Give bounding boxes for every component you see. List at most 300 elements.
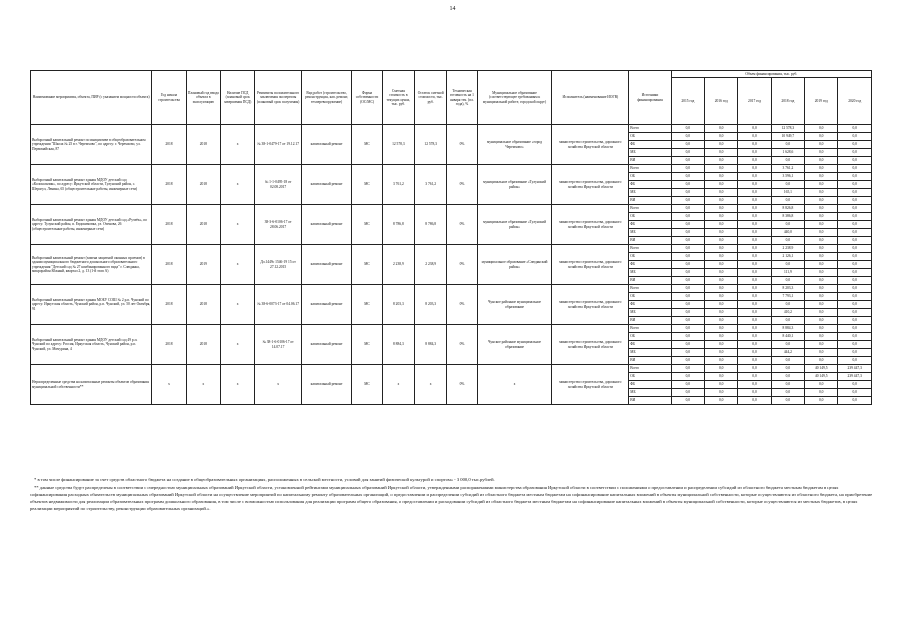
object-name: Выборочный капитальный ремонт здания МДОУ детский сад «Колокольчик», по адресу: Иркутской области, Тулунский район, с. Шерагул, Ленина, 65 (общестроительные работы, инженерные сети)	[31, 165, 152, 205]
start-year: 2018	[152, 285, 186, 325]
work-type: капитальный ремонт	[301, 125, 352, 165]
funding-value: 0,0	[838, 157, 872, 165]
funding-value: 0,0	[738, 229, 771, 237]
funding-value: 0,0	[838, 245, 872, 253]
funding-value: 0,0	[738, 277, 771, 285]
expert-cell: № 38-1-0479-17 от 19.12.17	[255, 125, 301, 165]
funding-value: 0,0	[671, 261, 704, 269]
funding-value: 0,0	[838, 173, 872, 181]
municipality: муниципальное образование «город Черемхово»	[477, 125, 552, 165]
start-year: 2018	[152, 325, 186, 365]
executor: министерство строительства, дорожного хозяйства Иркутской области	[552, 245, 629, 285]
funding-value: 0,0	[705, 357, 738, 365]
municipality: муниципальное образование «Тулунский район»	[477, 205, 552, 245]
funding-value: 0,0	[671, 285, 704, 293]
funding-value: 0,0	[805, 237, 838, 245]
funding-value: 0,0	[738, 221, 771, 229]
funding-value: 0,0	[805, 141, 838, 149]
funding-value: 0,0	[671, 325, 704, 333]
table-body	[31, 125, 872, 405]
funding-value: 0,0	[805, 397, 838, 405]
funding-source: МБ	[629, 149, 671, 157]
expert-cell: х	[255, 365, 301, 405]
psd-cell: х	[221, 245, 255, 285]
ownership: МС	[352, 245, 382, 285]
funding-value: 0,0	[838, 237, 872, 245]
funding-value: 0,0	[805, 325, 838, 333]
funding-value: 0,0	[671, 149, 704, 157]
object-name: Выборочный капитальный ремонт (замена защитной оконных проемов) в здании муниципального бюджетного дошкольного образовательного учреждения "Детский сад № 27 комбинированного вида" г. Слюдянка, микрорайон Южный, квартал 2, д. 13 (1-й этап А)	[31, 245, 152, 285]
work-type: капитальный ремонт	[301, 285, 352, 325]
end-year: 2019	[186, 245, 220, 285]
cost: 8 786,8	[382, 205, 414, 245]
funding-value: 0,0	[805, 173, 838, 181]
funding-value: 0,0	[838, 205, 872, 213]
funding-value: 8 386,8	[771, 213, 804, 221]
funding-value: 0,0	[671, 333, 704, 341]
funding-value: 0,0	[838, 261, 872, 269]
funding-source: Всего	[629, 365, 671, 373]
funding-value: 0,0	[671, 197, 704, 205]
remain: 12 578,3	[415, 125, 447, 165]
readiness: 0%	[447, 205, 477, 245]
funding-value: 0,0	[705, 141, 738, 149]
funding-value: 0,0	[838, 341, 872, 349]
funding-value: 0,0	[738, 349, 771, 357]
funding-value: 0,0	[805, 133, 838, 141]
funding-value: 0,0	[771, 341, 804, 349]
funding-source: ФБ	[629, 261, 671, 269]
funding-value: 0,0	[705, 373, 738, 381]
funding-value: 0,0	[838, 285, 872, 293]
executor: министерство строительства, дорожного хозяйства Иркутской области	[552, 125, 629, 165]
funding-value: 0,0	[738, 213, 771, 221]
remain: х	[415, 365, 447, 405]
funding-value: 0,0	[771, 397, 804, 405]
funding-value: 0,0	[671, 253, 704, 261]
funding-value: 0,0	[738, 125, 771, 133]
funding-value: 0,0	[738, 341, 771, 349]
funding-value: 0,0	[671, 181, 704, 189]
funding-value: 0,0	[838, 213, 872, 221]
table-row	[31, 205, 872, 213]
funding-value: 10 949,7	[771, 133, 804, 141]
psd-cell: х	[221, 205, 255, 245]
funding-value: 0,0	[671, 125, 704, 133]
funding-value: 0,0	[705, 293, 738, 301]
funding-value: 0,0	[738, 373, 771, 381]
work-type: капитальный ремонт	[301, 165, 352, 205]
funding-value: 0,0	[671, 221, 704, 229]
header-expert: Реквизиты положительного заключения экспертизы (плановый срок получения)	[255, 71, 301, 125]
ownership: МС	[352, 285, 382, 325]
funding-value: 0,0	[705, 309, 738, 317]
funding-value: 0,0	[738, 245, 771, 253]
table-row	[31, 125, 872, 133]
funding-value: 0,0	[671, 293, 704, 301]
funding-source: ВИ	[629, 397, 671, 405]
funding-value: 0,0	[705, 197, 738, 205]
funding-value: 0,0	[705, 181, 738, 189]
funding-source: ОБ	[629, 293, 671, 301]
funding-value: 0,0	[771, 317, 804, 325]
funding-source: ФБ	[629, 301, 671, 309]
funding-value: 0,0	[671, 157, 704, 165]
funding-value: 0,0	[738, 253, 771, 261]
funding-value: 0,0	[738, 301, 771, 309]
executor: министерство строительства, дорожного хозяйства Иркутской области	[552, 365, 629, 405]
funding-value: 0,0	[671, 301, 704, 309]
funding-value: 0,0	[805, 277, 838, 285]
header-year: 2018 год	[771, 78, 804, 125]
cost: 2 238,9	[382, 245, 414, 285]
expert-cell: Дл.1449с 1546-19 15 от 27.12.2015	[255, 245, 301, 285]
cost: х	[382, 365, 414, 405]
funding-value: 0,0	[805, 189, 838, 197]
funding-value: 0,0	[838, 293, 872, 301]
start-year: 2018	[152, 125, 186, 165]
funding-value: 0,0	[838, 333, 872, 341]
funding-value: 0,0	[838, 269, 872, 277]
funding-value: 0,0	[671, 133, 704, 141]
funding-source: ФБ	[629, 221, 671, 229]
header-year: 2016 год	[705, 78, 738, 125]
funding-value: 0,0	[705, 397, 738, 405]
psd-cell: х	[221, 285, 255, 325]
funding-value: 0,0	[671, 269, 704, 277]
funding-value: 0,0	[705, 365, 738, 373]
funding-value: 0,0	[738, 237, 771, 245]
funding-value: 0,0	[705, 341, 738, 349]
funding-value: 0,0	[705, 381, 738, 389]
funding-value: 0,0	[805, 301, 838, 309]
header-cost: Сметная стоимость в текущих ценах, тыс. руб.	[382, 71, 414, 125]
funding-value: 0,0	[838, 149, 872, 157]
cost: 8 203,3	[382, 285, 414, 325]
footnotes	[30, 476, 875, 513]
funding-value: 0,0	[738, 165, 771, 173]
funding-value: 0,0	[771, 373, 804, 381]
cost: 12 578,3	[382, 125, 414, 165]
funding-value: 0,0	[671, 381, 704, 389]
funding-value: 0,0	[805, 309, 838, 317]
funding-source: ВИ	[629, 277, 671, 285]
readiness: 0%	[447, 325, 477, 365]
funding-value: 0,0	[838, 317, 872, 325]
funding-value: 0,0	[805, 261, 838, 269]
funding-value: 0,0	[738, 205, 771, 213]
funding-value: 0,0	[671, 317, 704, 325]
header-remain: Остаток сметной стоимости, тыс. руб.	[415, 71, 447, 125]
funding-value: 0,0	[738, 157, 771, 165]
object-name: Выборочный капитальный ремонт по инициативе в общеобразовательном учреждении "Школа № 25 в г. Черемхово", по адресу: г. Черемхово, ул. Первомайская, 87	[31, 125, 152, 165]
start-year: 2018	[152, 205, 186, 245]
readiness: 0%	[447, 245, 477, 285]
funding-value: 0,0	[705, 133, 738, 141]
remain: 8 203,3	[415, 285, 447, 325]
funding-value: 0,0	[771, 389, 804, 397]
work-type: капитальный ремонт	[301, 365, 352, 405]
header-funding: Объем финансирования, тыс. руб.	[671, 71, 871, 78]
funding-value: 0,0	[805, 245, 838, 253]
cost: 8 884,3	[382, 325, 414, 365]
funding-value: 0,0	[705, 389, 738, 397]
psd-cell: х	[221, 325, 255, 365]
funding-source: МБ	[629, 349, 671, 357]
funding-value: 0,0	[738, 269, 771, 277]
funding-source: ФБ	[629, 181, 671, 189]
funding-value: 0,0	[805, 149, 838, 157]
funding-value: 0,0	[771, 261, 804, 269]
funding-value: 0,0	[738, 381, 771, 389]
funding-value: 0,0	[805, 349, 838, 357]
funding-value: 0,0	[838, 253, 872, 261]
funding-value: 0,0	[671, 341, 704, 349]
funding-value: 0,0	[738, 261, 771, 269]
funding-value: 0,0	[738, 149, 771, 157]
funding-value: 0,0	[805, 317, 838, 325]
funding-value: 0,0	[771, 357, 804, 365]
funding-value: 0,0	[838, 133, 872, 141]
funding-source: ВИ	[629, 357, 671, 365]
municipality: муниципальное образование «Слюдянский район»	[477, 245, 552, 285]
funding-value: 0,0	[705, 213, 738, 221]
funding-value: 0,0	[705, 165, 738, 173]
funding-value: 0,0	[738, 317, 771, 325]
footnote: * в том числе финансирование за счет средств областного бюджета на создание в общеобразовательных организациях, расположенных в сельской местности, условий для занятий физической культурой и спортом» - 3 000,0 тыс.рублей.	[34, 477, 495, 482]
funding-source: Всего	[629, 325, 671, 333]
funding-value: 0,0	[805, 293, 838, 301]
funding-value: 0,0	[738, 173, 771, 181]
funding-value: 0,0	[738, 357, 771, 365]
funding-value: 0,0	[805, 229, 838, 237]
funding-value: 0,0	[705, 325, 738, 333]
header-year: 2015 год	[671, 78, 704, 125]
funding-value: 0,0	[738, 325, 771, 333]
header-executor: Исполнитель (наименование ИОГВ)	[552, 71, 629, 125]
funding-value: 0,0	[838, 229, 872, 237]
funding-value: 3 761,2	[771, 165, 804, 173]
table-row	[31, 325, 872, 333]
funding-value: 0,0	[671, 373, 704, 381]
psd-cell: х	[221, 125, 255, 165]
funding-value: 0,0	[738, 309, 771, 317]
funding-table	[30, 70, 872, 405]
municipality: х	[477, 365, 552, 405]
funding-value: 0,0	[805, 213, 838, 221]
funding-value: 0,0	[671, 229, 704, 237]
funding-value: 0,0	[705, 261, 738, 269]
end-year: 2018	[186, 165, 220, 205]
funding-value: 0,0	[838, 197, 872, 205]
funding-value: 12 578,3	[771, 125, 804, 133]
remain: 8 884,3	[415, 325, 447, 365]
funding-value: 0,0	[738, 189, 771, 197]
funding-value: 0,0	[838, 389, 872, 397]
funding-source: ВИ	[629, 317, 671, 325]
end-year: 2018	[186, 205, 220, 245]
funding-source: МБ	[629, 389, 671, 397]
funding-value: 0,0	[705, 349, 738, 357]
funding-value: 0,0	[738, 333, 771, 341]
funding-value: 0,0	[805, 333, 838, 341]
header-municipality: Муниципальное образование (соответствующее требованиям к муниципальной работе, городской округ)	[477, 71, 552, 125]
funding-value: 0,0	[705, 221, 738, 229]
funding-source: Всего	[629, 125, 671, 133]
remain: 8 786,8	[415, 205, 447, 245]
funding-value: 0,0	[671, 165, 704, 173]
header-year: 2017 год	[738, 78, 771, 125]
start-year: х	[152, 365, 186, 405]
end-year: х	[186, 365, 220, 405]
funding-value: 0,0	[838, 165, 872, 173]
funding-value: 0,0	[705, 205, 738, 213]
ownership: МС	[352, 165, 382, 205]
ownership: МС	[352, 205, 382, 245]
funding-value: 0,0	[771, 221, 804, 229]
readiness: 0%	[447, 365, 477, 405]
funding-value: 0,0	[805, 125, 838, 133]
funding-value: 0,0	[838, 349, 872, 357]
funding-value: 0,0	[671, 397, 704, 405]
funding-source: МБ	[629, 189, 671, 197]
funding-value: 0,0	[805, 221, 838, 229]
funding-source: ОБ	[629, 333, 671, 341]
funding-value: 0,0	[738, 397, 771, 405]
funding-value: 0,0	[738, 141, 771, 149]
funding-value: 0,0	[671, 309, 704, 317]
readiness: 0%	[447, 125, 477, 165]
end-year: 2018	[186, 325, 220, 365]
work-type: капитальный ремонт	[301, 325, 352, 365]
table-row	[31, 245, 872, 253]
ownership: МС	[352, 325, 382, 365]
funding-value: 0,0	[671, 173, 704, 181]
funding-source: Всего	[629, 165, 671, 173]
funding-value: 0,0	[838, 189, 872, 197]
funding-value: 0,0	[771, 197, 804, 205]
funding-value: 0,0	[738, 389, 771, 397]
funding-value: 0,0	[771, 157, 804, 165]
funding-value: 0,0	[671, 365, 704, 373]
ownership: МС	[352, 125, 382, 165]
funding-value: 239 447,3	[838, 365, 872, 373]
funding-value: 0,0	[705, 245, 738, 253]
funding-value: 0,0	[805, 205, 838, 213]
funding-value: 3 596,1	[771, 173, 804, 181]
municipality: Чунское районное муниципальное образование	[477, 285, 552, 325]
funding-value: 0,0	[805, 253, 838, 261]
funding-source: ВИ	[629, 237, 671, 245]
funding-value: 0,0	[805, 157, 838, 165]
funding-value: 8 203,3	[771, 285, 804, 293]
expert-cell: 38-3-6-0106-17 от 28.06.2017	[255, 205, 301, 245]
funding-value: 2 126,1	[771, 253, 804, 261]
funding-value: 0,0	[671, 277, 704, 285]
funding-value: 0,0	[805, 341, 838, 349]
expert-cell: № 1-1-0495-18 от 02.08.2017	[255, 165, 301, 205]
funding-value: 0,0	[705, 285, 738, 293]
start-year: 2018	[152, 165, 186, 205]
municipality: муниципальное образование «Тулунский район»	[477, 165, 552, 205]
funding-value: 0,0	[738, 181, 771, 189]
funding-value: 0,0	[805, 181, 838, 189]
funding-source: МБ	[629, 229, 671, 237]
funding-source: ОБ	[629, 133, 671, 141]
funding-value: 0,0	[771, 301, 804, 309]
expert-cell: № 38-1-6-0106-17 от 14.07.17	[255, 325, 301, 365]
funding-value: 0,0	[805, 197, 838, 205]
funding-value: 0,0	[671, 357, 704, 365]
object-name: Выборочный капитальный ремонт здания МДОУ детский сад «Ручеёк», по адресу: Тулунский район, п. Евдокимовка, ул. Оченова, 26 (общестроительные работы, инженерные сети)	[31, 205, 152, 245]
object-name: Выборочный капитальный ремонт здания МОБУ СОШ № 2 р.п. Чунский по адресу: Иркутская область, Чунский район, р.п. Чунский, ул. 50 лет Октября, 91	[31, 285, 152, 325]
funding-source: ОБ	[629, 173, 671, 181]
remain: 3 761,2	[415, 165, 447, 205]
funding-value: 0,0	[838, 309, 872, 317]
funding-value: 0,0	[838, 381, 872, 389]
funding-value: 440,0	[771, 229, 804, 237]
funding-value: 0,0	[771, 277, 804, 285]
header-year: 2020 год	[838, 78, 872, 125]
funding-value: 0,0	[838, 221, 872, 229]
funding-source: ФБ	[629, 141, 671, 149]
header-name: Наименование мероприятия, объекта, ПИР (с указанием мощности объекта)	[31, 71, 152, 125]
funding-value: 0,0	[671, 213, 704, 221]
funding-value: 0,0	[671, 237, 704, 245]
funding-value: 0,0	[705, 317, 738, 325]
funding-source: МБ	[629, 269, 671, 277]
funding-value: 0,0	[838, 181, 872, 189]
funding-value: 111,9	[771, 269, 804, 277]
funding-source: ФБ	[629, 381, 671, 389]
psd-cell: х	[221, 365, 255, 405]
funding-value: 0,0	[805, 389, 838, 397]
funding-value: 8 884,3	[771, 325, 804, 333]
header-readiness: Техническая готовность на 1 января тек. (пл. года), %	[447, 71, 477, 125]
footnote: ** данные средства будут распределены в соответствии с очередностью муниципальных образований Иркутской области, установленной рейтингами муниципальных образований Иркутской области, утвержденными распоряжениями министерства образования Иркутской области в соответствии с положениями о предоставлении и распределении субсидий из областного бюджета местным бюджетам в целях софинансирования расходных обязательств муниципальных образований Иркутской области на осуществление мероприятий по капитальному ремонту образовательных организаций, о предоставлении и распределении субсидий из областного бюджета местным бюджетам на софинансирование капитальных вложений в объекты муниципальной собственности, которые осуществляются из областного бюджета, на приобретение объектов недвижимости для реализации образовательных программ дошкольного образования, в том числе с возможностью использования для реализации программ общего образования, о предоставлении и расходовании субсидий из областного бюджета местным бюджетам на софинансирование капитальных вложений в объекты муниципальной собственности, которые осуществляются из местных бюджетов, в целях реализации мероприятий по строительству, реконструкции образовательных организаций.».	[30, 484, 873, 511]
start-year: 2018	[152, 245, 186, 285]
funding-value: 0,0	[671, 245, 704, 253]
municipality: Чунское районное муниципальное образование	[477, 325, 552, 365]
work-type: капитальный ремонт	[301, 245, 352, 285]
funding-value: 0,0	[771, 141, 804, 149]
funding-value: 0,0	[705, 173, 738, 181]
funding-value: 0,0	[838, 357, 872, 365]
header-year: 2019 год	[805, 78, 838, 125]
table-row	[31, 285, 872, 293]
funding-value: 8 440,1	[771, 333, 804, 341]
funding-value: 0,0	[738, 293, 771, 301]
header-end-year: Плановый год ввода объекта в эксплуатацию	[186, 71, 220, 125]
funding-source: ВИ	[629, 157, 671, 165]
funding-value: 0,0	[838, 277, 872, 285]
header-source: Источники финансирования	[629, 71, 671, 125]
funding-value: 239 447,3	[838, 373, 872, 381]
expert-cell: № 38-6-0073-17 от 04.06.17	[255, 285, 301, 325]
page-number: 14	[449, 6, 456, 12]
executor: министерство строительства, дорожного хозяйства Иркутской области	[552, 205, 629, 245]
funding-value: 0,0	[705, 237, 738, 245]
funding-value: 0,0	[738, 133, 771, 141]
funding-value: 2 238,9	[771, 245, 804, 253]
cost: 3 761,2	[382, 165, 414, 205]
executor: министерство строительства, дорожного хозяйства Иркутской области	[552, 325, 629, 365]
funding-value: 0,0	[705, 269, 738, 277]
funding-source: Всего	[629, 285, 671, 293]
funding-value: 0,0	[805, 165, 838, 173]
funding-source: Всего	[629, 245, 671, 253]
funding-value: 0,0	[738, 285, 771, 293]
